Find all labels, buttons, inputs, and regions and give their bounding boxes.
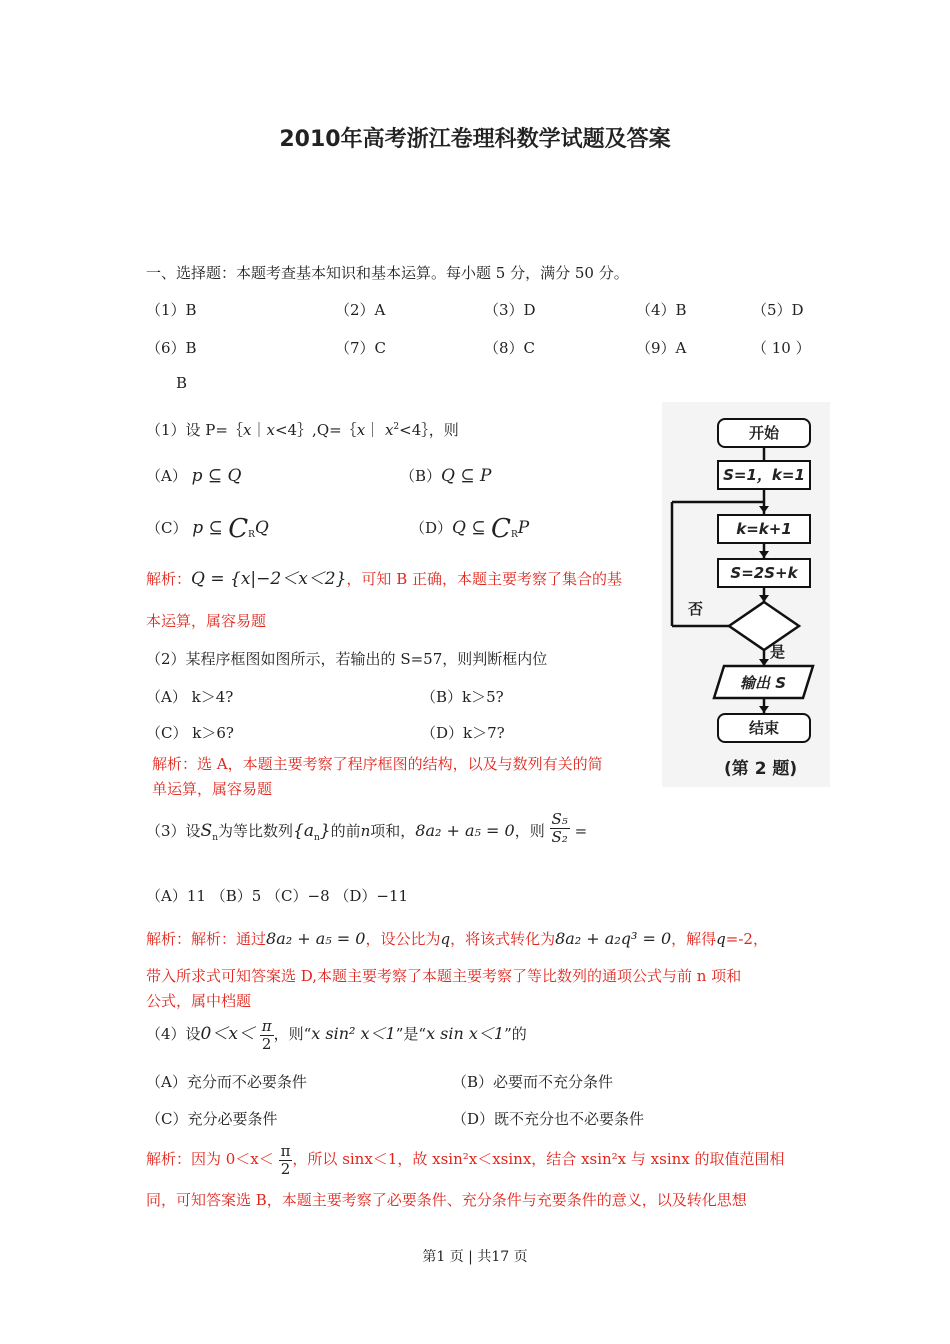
answer-10: （ 10 ） <box>752 339 811 357</box>
page-footer: 第1 页 | 共17 页 <box>422 1249 528 1265</box>
flowchart-no-label: 否 <box>688 600 704 618</box>
q1-analysis: 解析：Q = {x|−2＜x＜2}，可知 B 正确，本题主要考察了集合的基 <box>146 569 622 589</box>
q3-analysis-cont: 带入所求式可知答案选 D,本题主要考察了本题主要考察了等比数列的通项公式与前 n 项和 <box>146 967 742 985</box>
q3-analysis: 解析：解析：通过8a₂ + a₅ = 0，设公比为q，将该式转化为8a₂ + a₂q³ = 0，解得q=-2， <box>146 929 768 948</box>
q1-option-b: （B）Q ⊆ P <box>400 466 492 486</box>
answer-6: （6）B <box>146 339 197 357</box>
answer-7: （7）C <box>335 339 387 357</box>
page-title: 2010年高考浙江卷理科数学试题及答案 <box>279 127 671 152</box>
q2-stem: （2）某程序框图如图所示，若输出的 S=57，则判断框内位 <box>146 650 548 668</box>
flowchart-step-k: k=k+1 <box>717 514 811 544</box>
q1-option-d: （D）Q ⊆ $C_RP$ <box>410 514 530 544</box>
q1-option-c: （C） p ⊆ $C_RQ$ <box>146 514 269 544</box>
answer-9: （9）A <box>636 339 687 357</box>
flowchart-yes-label: 是 <box>770 643 786 661</box>
flowchart-start: 开始 <box>717 418 811 448</box>
q4-option-a: （A）充分而不必要条件 <box>146 1073 307 1091</box>
answer-4: （4）B <box>636 301 687 319</box>
flowchart-output-label: 输出 S <box>740 674 787 692</box>
q4-option-b: （B）必要而不充分条件 <box>452 1073 614 1091</box>
flowchart-end: 结束 <box>717 713 811 743</box>
flowchart <box>662 402 830 787</box>
answer-5: （5）D <box>752 301 804 319</box>
flowchart-step-s: S=2S+k <box>717 558 811 588</box>
q2-analysis-cont: 单运算，属容易题 <box>152 780 273 798</box>
q1-analysis-cont: 本运算，属容易题 <box>146 612 267 630</box>
q4-analysis-cont: 同，可知答案选 B，本题主要考察了必要条件、充分条件与充要条件的意义，以及转化思想 <box>146 1191 747 1209</box>
q2-option-d: （D）k＞7? <box>421 724 505 742</box>
q2-option-a: （A） k＞4? <box>146 688 234 706</box>
section-header: 一、选择题：本题考查基本知识和基本运算。每小题 5 分，满分 50 分。 <box>146 264 629 282</box>
q4-option-c: （C）充分必要条件 <box>146 1110 278 1128</box>
q1-stem: （1）设 P=｛x｜x<4｝,Q=｛x｜ $x^2<4\}$，则 <box>146 421 459 439</box>
q1-option-a: （A） p ⊆ Q <box>146 466 242 486</box>
answer-2: （2）A <box>335 301 386 319</box>
answer-8: （8）C <box>484 339 536 357</box>
q3-analysis-cont2: 公式，属中档题 <box>146 992 252 1010</box>
q2-option-c: （C） k＞6? <box>146 724 234 742</box>
answer-10-value: B <box>176 374 188 392</box>
q2-analysis: 解析：选 A，本题主要考察了程序框图的结构，以及与数列有关的简 <box>152 755 603 773</box>
flowchart-caption: (第 2 题) <box>724 759 798 779</box>
flowchart-init: S=1，k=1 <box>717 460 811 490</box>
q3-stem: （3）设$S_n$为等比数列$\{a_n\}$的前n项和，8a₂ + a₅ = 0，则 $\frac{\text{S₅}}{\text{S₂}}$ = <box>146 810 588 846</box>
answer-3: （3）D <box>484 301 536 319</box>
q4-stem: （4）设0＜x＜ $\frac{\pi}{2}$ ，则“x sin² x＜1”是“x sin x＜1”的 <box>146 1017 527 1053</box>
q4-option-d: （D）既不充分也不必要条件 <box>452 1110 645 1128</box>
answer-1: （1）B <box>146 301 197 319</box>
q3-options: （A）11 （B）5 （C）−8 （D）−11 <box>146 887 409 905</box>
q2-option-b: （B）k＞5? <box>421 688 504 706</box>
q4-analysis: 解析：因为 0＜x＜ $\frac{\pi}{2}$ ，所以 sinx＜1，故 xsin²x＜xsinx，结合 xsin²x 与 xsinx 的取值范围相 <box>146 1142 785 1178</box>
